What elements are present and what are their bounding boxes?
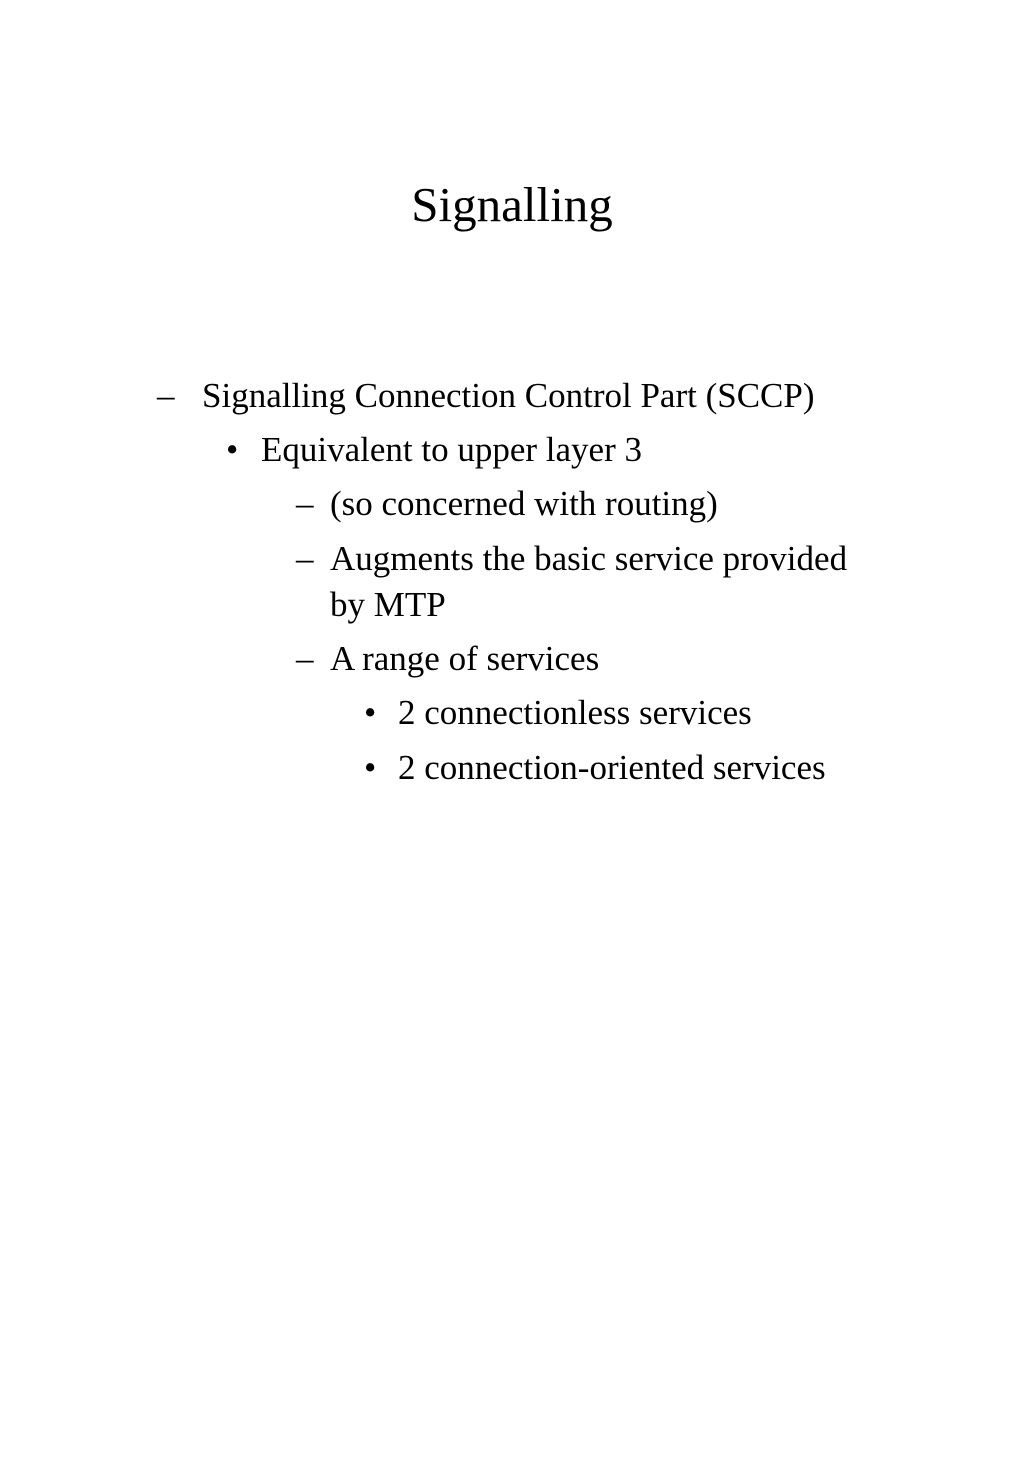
- bullet-text: A range of services: [330, 639, 600, 678]
- bullet-text: Equivalent to upper layer 3: [261, 430, 642, 469]
- bullet-item: [157, 374, 917, 418]
- bullet-text: 2 connectionless services: [398, 693, 752, 732]
- bullet-text: 2 connection-oriented services: [398, 748, 826, 787]
- dash-marker: –: [296, 484, 314, 523]
- bullet-item: [226, 428, 926, 472]
- bullet-item: [296, 637, 916, 681]
- bullet-text: (so concerned with routing): [330, 484, 718, 523]
- dash-marker: –: [157, 376, 175, 415]
- dash-marker: –: [296, 639, 314, 678]
- bullet-text: Augments the basic service provided: [330, 539, 848, 578]
- dot-marker: •: [226, 430, 239, 469]
- dot-marker: •: [364, 748, 377, 787]
- slide-title: Signalling: [411, 177, 613, 232]
- bullet-item: [364, 691, 924, 735]
- dot-marker: •: [364, 693, 377, 732]
- bullet-item: [296, 482, 916, 526]
- dash-marker: –: [296, 539, 314, 578]
- bullet-text: Signalling Connection Control Part (SCCP): [202, 376, 815, 415]
- bullet-text-continuation: by MTP: [330, 585, 446, 624]
- bullet-item: [296, 537, 916, 625]
- bullet-item: [364, 746, 924, 790]
